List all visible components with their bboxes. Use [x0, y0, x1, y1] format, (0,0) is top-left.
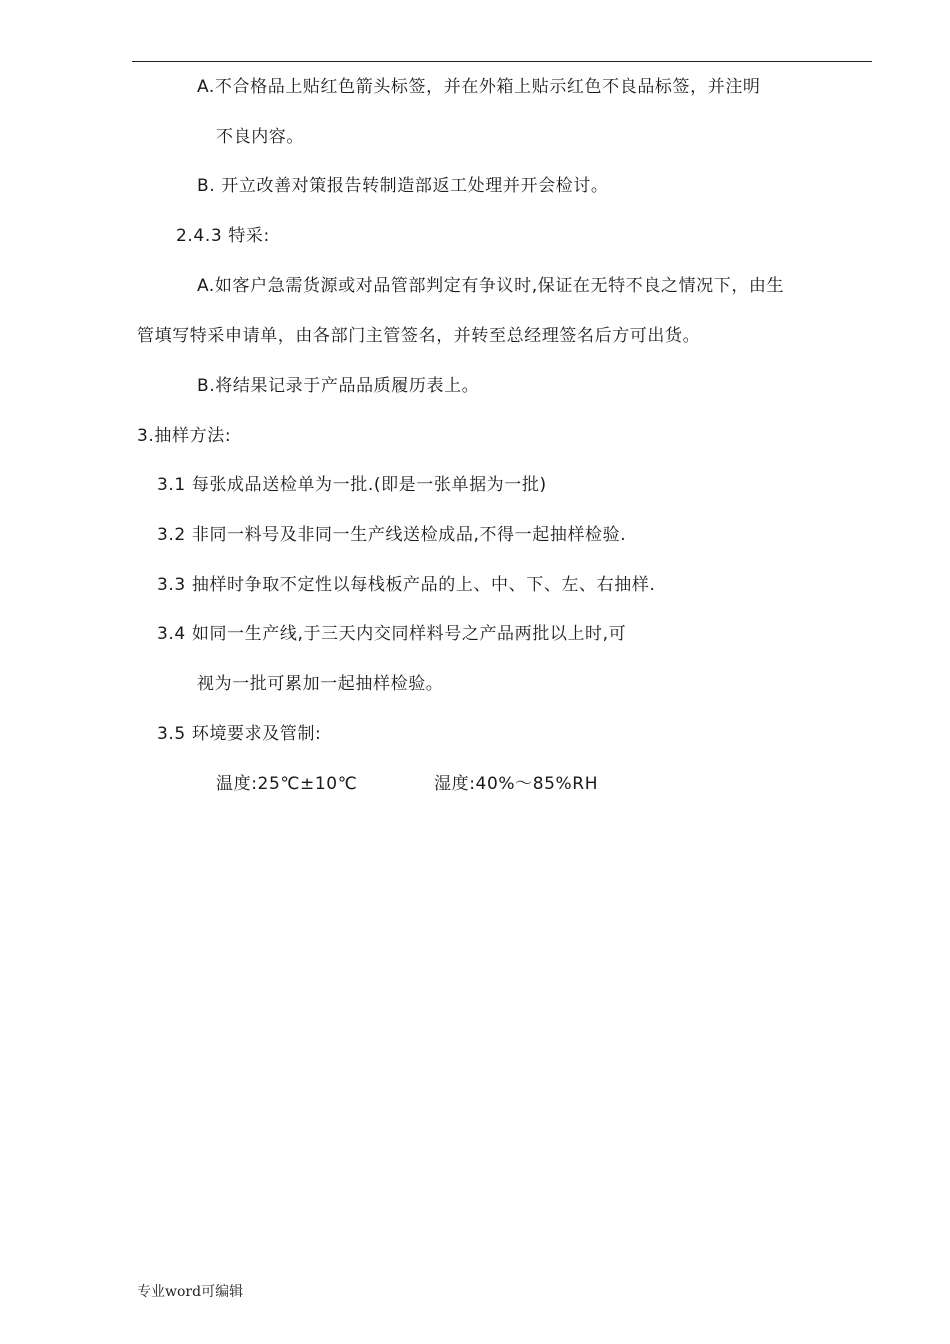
header-rule — [132, 61, 872, 62]
text-line-3-1: 3.1 每张成品送检单为一批.(即是一张单据为一批) — [157, 475, 547, 495]
text-line-b-rework: B. 开立改善对策报告转制造部返工处理并开会检讨。 — [197, 176, 609, 196]
text-line-a-label: A.不合格品上贴红色箭头标签，并在外箱上贴示红色不良品标签，并注明 — [197, 77, 761, 97]
section-heading-3: 3.抽样方法: — [137, 426, 232, 446]
section-heading-2-4-3: 2.4.3 特采: — [176, 226, 270, 246]
page-footer: 专业word可编辑 — [137, 1284, 244, 1300]
text-line-special-b: B.将结果记录于产品品质履历表上。 — [197, 376, 480, 396]
text-line-special-a-cont: 管填写特采申请单，由各部门主管签名，并转至总经理签名后方可出货。 — [137, 326, 701, 346]
text-line-3-4-cont: 视为一批可累加一起抽样检验。 — [197, 674, 444, 694]
text-line-special-a: A.如客户急需货源或对品管部判定有争议时,保证在无特不良之情况下，由生 — [197, 276, 785, 296]
humidity-requirement: 湿度:40%～85%RH — [434, 774, 599, 794]
text-line-a-label-cont: 不良内容。 — [216, 127, 304, 147]
text-line-3-4: 3.4 如同一生产线,于三天内交同样料号之产品两批以上时,可 — [157, 624, 627, 644]
text-line-3-5: 3.5 环境要求及管制: — [157, 724, 322, 744]
text-line-3-3: 3.3 抽样时争取不定性以每栈板产品的上、中、下、左、右抽样. — [157, 575, 656, 595]
text-line-3-2: 3.2 非同一料号及非同一生产线送检成品,不得一起抽样检验. — [157, 525, 627, 545]
temperature-requirement: 温度:25℃±10℃ — [216, 774, 358, 794]
